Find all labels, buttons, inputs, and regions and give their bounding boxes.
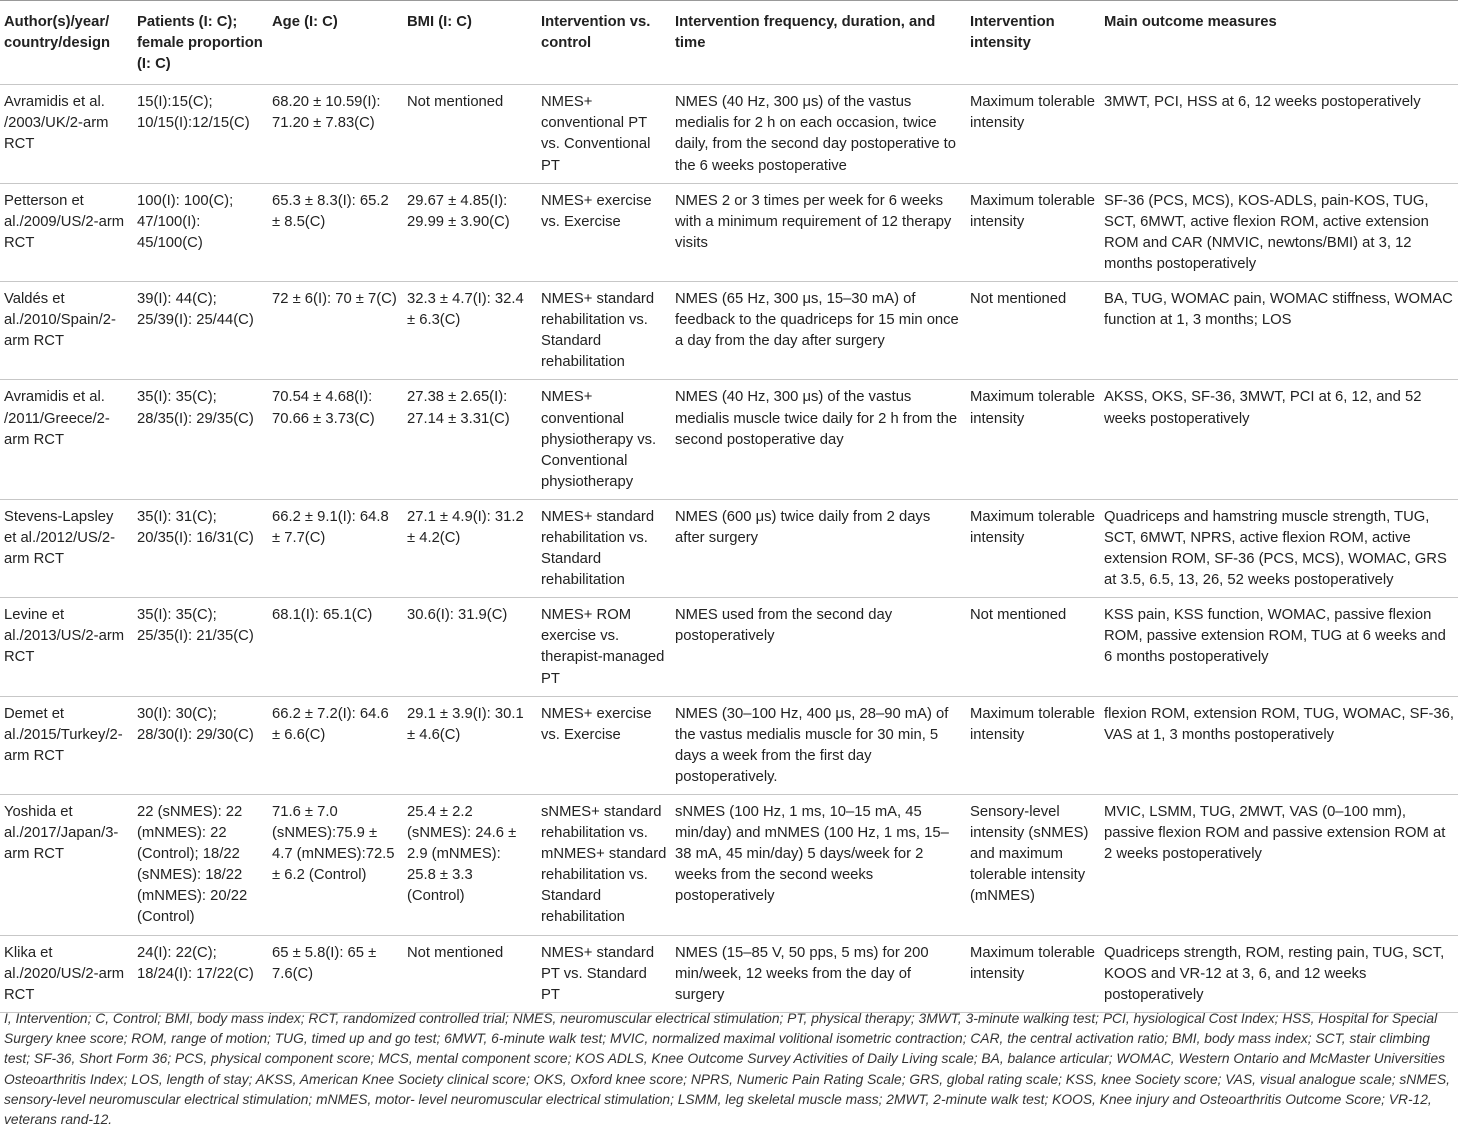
cell-author-design: Stevens-Lapsley et al./2012/US/2-arm RCT [4, 508, 116, 568]
cell-bmi: Not mentioned [407, 944, 504, 961]
cell-bmi: Not mentioned [407, 94, 504, 111]
cell-patients: 30(I): 30(C); 28/30(I): 29/30(C) [137, 705, 254, 743]
column-header-outcome-measures: Main outcome measures [1100, 1, 1458, 85]
cell-author-design: Yoshida et al./2017/Japan/3-arm RCT [4, 804, 119, 863]
table-row [0, 795, 1458, 936]
cell-intervention-vs-control: NMES+ conventional physiotherapy vs. Conventional physiotherapy [541, 389, 657, 490]
cell-patients: 35(I): 35(C); 28/35(I): 29/35(C) [137, 389, 254, 427]
cell-age: 68.1(I): 65.1(C) [272, 607, 373, 624]
cell-frequency-duration-time: NMES (65 Hz, 300 μs, 15–30 mA) of feedback to the quadriceps for 15 min once a day from the day after surgery [675, 291, 959, 350]
cell-outcome-measures: Quadriceps and hamstring muscle strength, TUG, SCT, 6MWT, NPRS, active flexion ROM, active extension ROM, SF-36 (PCS, MCS), WOMAC, GRS at 3.5, 6.5, 13, 26, 52 weeks postoperatively [1104, 508, 1447, 589]
cell-age: 70.54 ± 4.68(I): 70.66 ± 3.73(C) [272, 389, 375, 427]
table-body [0, 85, 1458, 1013]
cell-intervention-vs-control: NMES+ standard rehabilitation vs. Standard rehabilitation [541, 508, 655, 589]
cell-author-design: Klika et al./2020/US/2-arm RCT [4, 944, 125, 1003]
table-row [0, 499, 1458, 597]
cell-age: 66.2 ± 9.1(I): 64.8 ± 7.7(C) [272, 508, 389, 546]
cell-author-design: Levine et al./2013/US/2-arm RCT [4, 607, 125, 666]
column-header-frequency-duration-time: Intervention frequency, duration, and time [671, 1, 966, 85]
cell-frequency-duration-time: NMES (40 Hz, 300 μs) of the vastus medialis muscle twice daily for 2 h from the second postoperative day [675, 389, 958, 448]
column-header-intensity: Intervention intensity [966, 1, 1100, 85]
cell-age: 65 ± 5.8(I): 65 ± 7.6(C) [272, 944, 377, 982]
cell-bmi: 29.67 ± 4.85(I): 29.99 ± 3.90(C) [407, 192, 510, 230]
cell-intervention-vs-control: NMES+ ROM exercise vs. therapist-managed PT [541, 607, 665, 687]
cell-frequency-duration-time: NMES 2 or 3 times per week for 6 weeks with a minimum requirement of 12 therapy visits [675, 192, 952, 251]
cell-outcome-measures: 3MWT, PCI, HSS at 6, 12 weeks postoperatively [1104, 94, 1421, 111]
cell-bmi: 27.1 ± 4.9(I): 31.2 ± 4.2(C) [407, 508, 524, 546]
cell-age: 66.2 ± 7.2(I): 64.6 ± 6.6(C) [272, 705, 389, 743]
cell-intensity: Maximum tolerable intensity [970, 705, 1095, 743]
cell-frequency-duration-time: sNMES (100 Hz, 1 ms, 10–15 mA, 45 min/day) and mNMES (100 Hz, 1 ms, 15–38 mA, 45 min/day) 5 days/week for 2 weeks from the second weeks postoperatively [675, 804, 949, 905]
cell-outcome-measures: MVIC, LSMM, TUG, 2MWT, VAS (0–100 mm), passive flexion ROM and passive extension ROM at 2 weeks postoperatively [1104, 804, 1446, 863]
table-row [0, 183, 1458, 281]
cell-intensity: Maximum tolerable intensity [970, 94, 1095, 132]
cell-bmi: 29.1 ± 3.9(I): 30.1 ± 4.6(C) [407, 705, 524, 743]
cell-age: 68.20 ± 10.59(I): 71.20 ± 7.83(C) [272, 94, 381, 132]
cell-author-design: Petterson et al./2009/US/2-arm RCT [4, 192, 125, 251]
cell-outcome-measures: KSS pain, KSS function, WOMAC, passive flexion ROM, passive extension ROM, TUG at 6 weeks and 6 months postoperatively [1104, 607, 1446, 666]
cell-intensity: Maximum tolerable intensity [970, 508, 1095, 546]
column-header-patients: Patients (I: C); female proportion (I: C) [133, 1, 268, 85]
table-row [0, 598, 1458, 696]
table-row [0, 85, 1458, 183]
cell-author-design: Valdés et al./2010/Spain/2-arm RCT [4, 291, 116, 350]
cell-outcome-measures: Quadriceps strength, ROM, resting pain, TUG, SCT, KOOS and VR-12 at 3, 6, and 12 weeks postoperatively [1104, 944, 1445, 1003]
cell-intensity: Maximum tolerable intensity [970, 944, 1095, 982]
table-row [0, 696, 1458, 794]
cell-patients: 35(I): 31(C); 20/35(I): 16/31(C) [137, 508, 254, 546]
cell-patients: 22 (sNMES): 22 (mNMES): 22 (Control); 18/22 (sNMES): 18/22 (mNMES): 20/22 (Control) [137, 804, 248, 926]
cell-frequency-duration-time: NMES (30–100 Hz, 400 μs, 28–90 mA) of the vastus medialis muscle for 30 min, 5 days a week from the first day postoperatively. [675, 705, 949, 785]
cell-age: 72 ± 6(I): 70 ± 7(C) [272, 291, 397, 308]
cell-intensity: Not mentioned [970, 291, 1067, 308]
cell-frequency-duration-time: NMES (15–85 V, 50 pps, 5 ms) for 200 min/week, 12 weeks from the day of surgery [675, 944, 929, 1003]
column-header-bmi: BMI (I: C) [403, 1, 537, 85]
cell-author-design: Avramidis et al. /2003/UK/2-arm RCT [4, 94, 109, 153]
cell-intensity: Maximum tolerable intensity [970, 389, 1095, 427]
cell-author-design: Demet et al./2015/Turkey/2-arm RCT [4, 705, 123, 764]
cell-intensity: Sensory-level intensity (sNMES) and maximum tolerable intensity (mNMES) [970, 804, 1089, 905]
column-header-author-design: Author(s)/year/ country/design [0, 1, 133, 85]
cell-bmi: 32.3 ± 4.7(I): 32.4 ± 6.3(C) [407, 291, 524, 329]
cell-intervention-vs-control: sNMES+ standard rehabilitation vs. mNMES+ standard rehabilitation vs. Standard rehabilitation [541, 804, 667, 926]
cell-intervention-vs-control: NMES+ conventional PT vs. Conventional PT [541, 94, 651, 174]
table-row [0, 282, 1458, 380]
cell-outcome-measures: BA, TUG, WOMAC pain, WOMAC stiffness, WOMAC function at 1, 3 months; LOS [1104, 291, 1453, 329]
column-header-intervention-vs-control: Intervention vs. control [537, 1, 671, 85]
cell-outcome-measures: flexion ROM, extension ROM, TUG, WOMAC, SF-36, VAS at 1, 3 months postoperatively [1104, 705, 1454, 743]
cell-intensity: Maximum tolerable intensity [970, 192, 1095, 230]
header-row [0, 1, 1458, 85]
cell-outcome-measures: AKSS, OKS, SF-36, 3MWT, PCI at 6, 12, and 52 weeks postoperatively [1104, 389, 1422, 427]
cell-intervention-vs-control: NMES+ standard rehabilitation vs. Standard rehabilitation [541, 291, 655, 371]
cell-intensity: Not mentioned [970, 607, 1067, 624]
cell-patients: 35(I): 35(C); 25/35(I): 21/35(C) [137, 607, 254, 645]
cell-bmi: 27.38 ± 2.65(I): 27.14 ± 3.31(C) [407, 389, 510, 427]
table-header [0, 1, 1458, 85]
cell-author-design: Avramidis et al. /2011/Greece/2-arm RCT [4, 389, 110, 448]
cell-outcome-measures: SF-36 (PCS, MCS), KOS-ADLS, pain-KOS, TUG, SCT, 6MWT, active flexion ROM, active extension ROM and CAR (NMVIC, newtons/BMI) at 3, 12 months postoperatively [1104, 192, 1429, 272]
cell-patients: 15(I):15(C); 10/15(I):12/15(C) [137, 94, 250, 132]
cell-intervention-vs-control: NMES+ standard PT vs. Standard PT [541, 944, 655, 1003]
cell-patients: 24(I): 22(C); 18/24(I): 17/22(C) [137, 944, 254, 982]
cell-frequency-duration-time: NMES (40 Hz, 300 μs) of the vastus medialis for 2 h on each occasion, twice daily, from the second day postoperative to the 6 weeks postoperative [675, 94, 957, 174]
cell-frequency-duration-time: NMES used from the second day postoperatively [675, 607, 893, 645]
cell-intervention-vs-control: NMES+ exercise vs. Exercise [541, 192, 652, 230]
table-row [0, 380, 1458, 499]
cell-bmi: 25.4 ± 2.2 (sNMES): 24.6 ± 2.9 (mNMES): 25.8 ± 3.3 (Control) [407, 804, 517, 905]
cell-frequency-duration-time: NMES (600 μs) twice daily from 2 days after surgery [675, 508, 931, 546]
cell-intervention-vs-control: NMES+ exercise vs. Exercise [541, 705, 652, 743]
table-footnote: I, Intervention; C, Control; BMI, body mass index; RCT, randomized controlled trial; NMES, neuromuscular electrical stimulation; PT, physical therapy; 3MWT, 3-minute walking test; PCI, hysiological Cost Index; HSS, Hospital for Special Surgery knee score; ROM, range of motion; TUG, timed up and go test; 6MWT, 6-minute walk test; MVIC, normalized maximal volitional isometric contraction; CAR, the central activation ratio; BMI, body mass index; SCT, stair climbing test; SF-36, Short Form 36; PCS, physical component score; MCS, mental component score; KOS ADLS, Knee Outcome Survey Activities of Daily Living scale; BA, balance articular; WOMAC, Western Ontario and McMaster Universities Osteoarthritis Index; LOS, length of stay; AKSS, American Knee Society clinical score; OKS, Oxford knee score; NPRS, Numeric Pain Rating Scale; GRS, global rating scale; KSS, knee Society score; VAS, visual analogue scale; sNMES, sensory-level neuromuscular electrical stimulation; mNMES, motor- level neuromuscular electrical stimulation; LSMM, leg skeletal muscle mass; 2MWT, 2-minute walk test; KOOS, Knee injury and Osteoarthritis Outcome Score; VR-12, veterans rand-12. [4, 1011, 1451, 1128]
cell-bmi: 30.6(I): 31.9(C) [407, 607, 508, 624]
cell-age: 71.6 ± 7.0 (sNMES):75.9 ± 4.7 (mNMES):72.5 ± 6.2 (Control) [272, 804, 395, 884]
cell-age: 65.3 ± 8.3(I): 65.2 ± 8.5(C) [272, 192, 389, 230]
table-row [0, 935, 1458, 1012]
column-header-age: Age (I: C) [268, 1, 403, 85]
cell-patients: 100(I): 100(C); 47/100(I): 45/100(C) [137, 192, 234, 251]
cell-patients: 39(I): 44(C); 25/39(I): 25/44(C) [137, 291, 254, 329]
